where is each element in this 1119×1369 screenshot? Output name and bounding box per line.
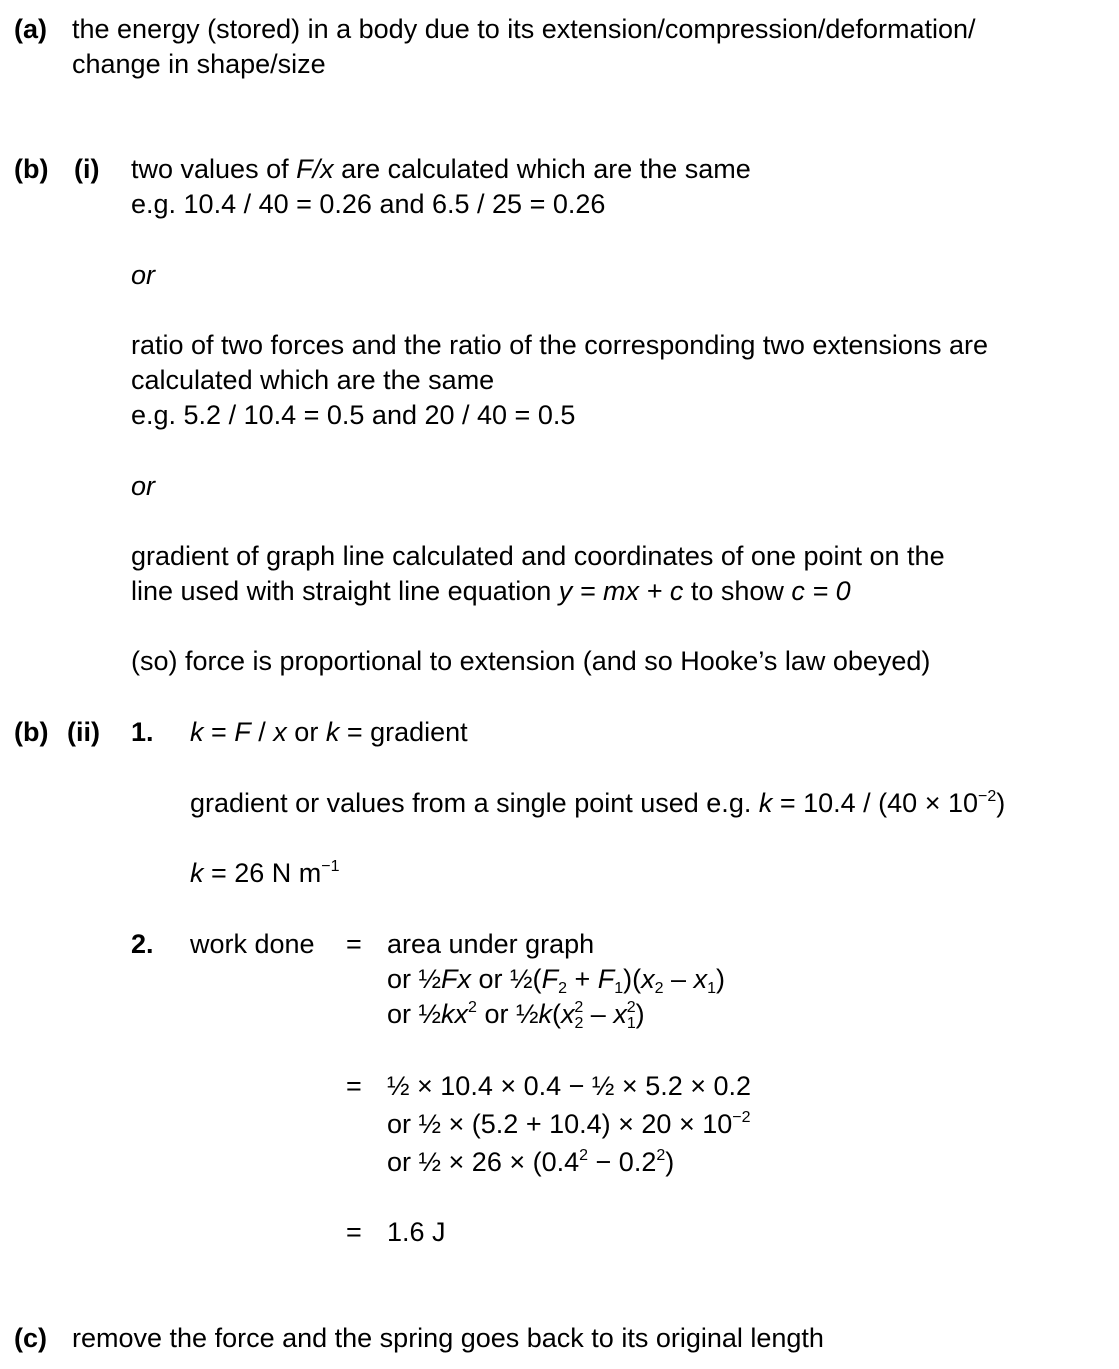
part-b-label-2: (b) — [14, 717, 49, 747]
exponent: 2 — [656, 1147, 666, 1164]
var-k: k — [758, 788, 773, 818]
work-formula-half-fx: or ½Fx or $\frac{1}{2}(F_2 + F_1)(x_2 - x_1)$ — [387, 964, 725, 997]
text: ) — [665, 1147, 675, 1177]
c-equals-zero: c = 0 — [791, 576, 851, 606]
b-i-option1-line1 — [131, 152, 751, 187]
part-c-text: remove the force and the spring goes back to its original length — [72, 1323, 824, 1353]
k-definition — [190, 715, 468, 750]
calc-line-2 — [387, 1107, 751, 1142]
equals-sign-2: = — [346, 1071, 362, 1101]
step-2-number: 2. — [131, 929, 154, 959]
text: are calculated which are the same — [333, 154, 751, 184]
b-i-option2-line1: ratio of two forces and the ratio of the corresponding two extensions are — [131, 330, 988, 360]
var-k: k — [190, 717, 204, 747]
exponent: −1 — [321, 858, 340, 875]
text: ) — [996, 788, 1006, 818]
text: = gradient — [339, 717, 468, 747]
part-a-line2: change in shape/size — [72, 49, 326, 79]
work-done-label: work done — [190, 929, 315, 959]
b-i-option2-line3: e.g. 5.2 / 10.4 = 0.5 and 20 / 40 = 0.5 — [131, 400, 576, 430]
text: / — [250, 717, 274, 747]
area-under-graph: area under graph — [387, 929, 595, 959]
text: two values of — [131, 154, 297, 184]
b-i-option3-line2 — [131, 574, 851, 609]
k-result — [190, 856, 340, 891]
text: or ½ × (5.2 + 10.4) × 20 × 10 — [387, 1109, 733, 1139]
var-k: k — [325, 717, 340, 747]
exponent: 2 — [579, 1147, 589, 1164]
line-equation: y = mx + c — [558, 576, 684, 606]
b-i-conclusion: (so) force is proportional to extension (and so Hooke’s law obeyed) — [131, 646, 931, 676]
text: gradient or values from a single point used e.g. — [190, 788, 759, 818]
text: = 26 N m — [203, 858, 322, 888]
part-a-label: (a) — [14, 14, 47, 44]
exponent: −2 — [978, 788, 997, 805]
b-i-option3-line1: gradient of graph line calculated and coordinates of one point on the — [131, 541, 945, 571]
text: line used with straight line equation — [131, 576, 559, 606]
text: or ½ × 26 × (0.4 — [387, 1147, 580, 1177]
text: − 0.2 — [588, 1147, 657, 1177]
var-k: k — [190, 858, 204, 888]
calc-line-1: ½ × 10.4 × 0.4 − ½ × 5.2 × 0.2 — [387, 1071, 752, 1101]
equals-sign-3: = — [346, 1217, 362, 1247]
b-i-option2-line2: calculated which are the same — [131, 365, 495, 395]
part-b-label: (b) — [14, 154, 49, 184]
b-i-option1-line2: e.g. 10.4 / 40 = 0.26 and 6.5 / 25 = 0.26 — [131, 189, 606, 219]
equals-sign-1: = — [346, 929, 362, 959]
step-1-number: 1. — [131, 717, 154, 747]
or-separator-1: or — [131, 260, 156, 290]
text: = — [203, 717, 235, 747]
variable-f-over-x: F/x — [296, 154, 334, 184]
or-separator-2: or — [131, 471, 156, 501]
part-b-i-label: (i) — [74, 154, 100, 184]
text: or — [286, 717, 326, 747]
part-c-label: (c) — [14, 1323, 47, 1353]
work-formula-half-kx2: or $\frac{1}{2}kx^2$ or $\frac{1}{2}k(x_2^2 - x_1^2)$ — [387, 999, 645, 1032]
var-x: x — [273, 717, 287, 747]
final-answer: 1.6 J — [387, 1217, 446, 1247]
var-f: F — [234, 717, 251, 747]
text: to show — [683, 576, 792, 606]
calc-line-3 — [387, 1145, 674, 1180]
part-a-line1: the energy (stored) in a body due to its extension/compression/deformation/ — [72, 14, 976, 44]
part-b-ii-label: (ii) — [67, 717, 100, 747]
text: = 10.4 / (40 × 10 — [772, 788, 978, 818]
gradient-calculation — [190, 786, 1005, 821]
exponent: −2 — [732, 1109, 751, 1126]
